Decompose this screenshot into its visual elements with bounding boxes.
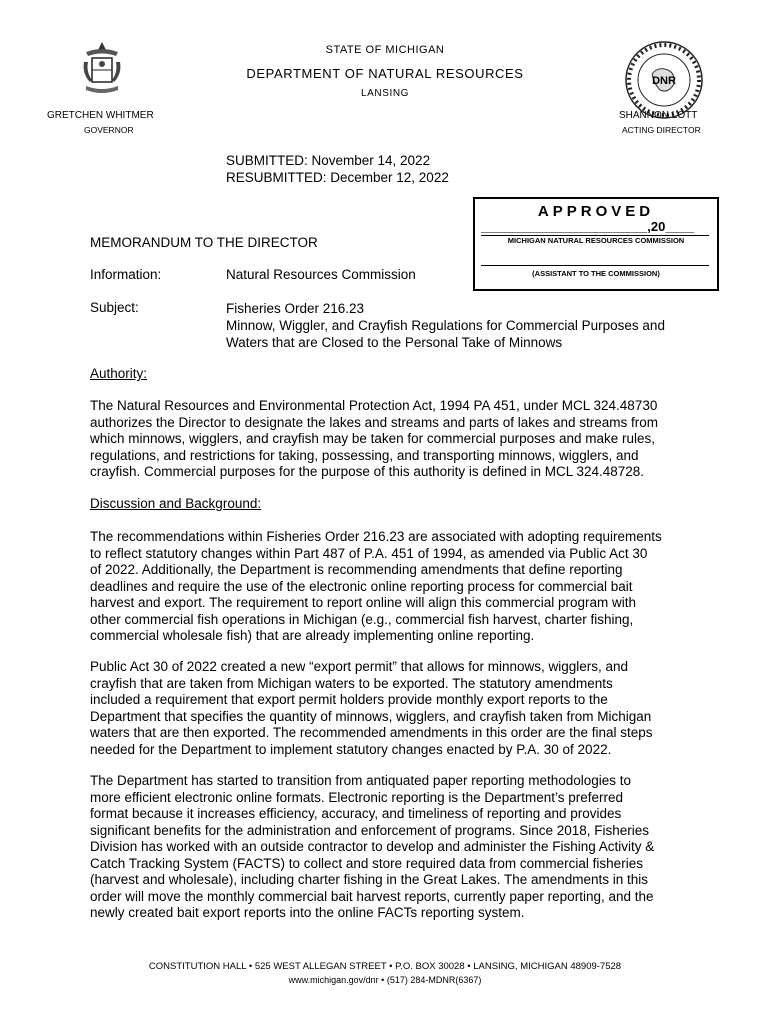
letterhead-department: DEPARTMENT OF NATURAL RESOURCES	[246, 66, 524, 81]
discussion-paragraph-3	[90, 773, 690, 922]
commission-label: MICHIGAN NATURAL RESOURCES COMMISSION	[507, 236, 685, 245]
subject-value	[226, 300, 696, 351]
information-label: Information:	[90, 267, 162, 282]
footer-address: CONSTITUTION HALL • 525 WEST ALLEGAN STREET • P.O. BOX 30028 • LANSING, MICHIGAN 48909-7528	[148, 961, 622, 972]
subject-line: Fisheries Order 216.23	[226, 301, 365, 316]
paragraph-line: The recommendations within Fisheries Order 216.23 are associated with adopting requirements	[90, 529, 662, 544]
authority-heading: Authority:	[90, 366, 148, 381]
paragraph-line: The Department has started to transition from antiquated paper reporting methodologies to	[90, 773, 632, 788]
paragraph-line: order will move the monthly commercial bait harvest reports, currently paper reporting, and the	[90, 888, 654, 904]
paragraph-line: significant benefits for the administration and enforcement of programs. Since 2018, Fisheries	[90, 822, 650, 838]
assistant-label: (ASSISTANT TO THE COMMISSION)	[532, 269, 660, 278]
director-name: SHANNON LOTT	[619, 110, 698, 121]
information-value: Natural Resources Commission	[226, 267, 416, 282]
footer-contact: www.michigan.gov/dnr • (517) 284-MDNR(6367)	[288, 975, 482, 985]
paragraph-line: to reflect statutory changes within Part 487 of P.A. 451 of 1994, as amended via Public Act 30	[90, 545, 648, 561]
paragraph-line: of 2022. Additionally, the Department is recommending amendments that define reporting	[90, 562, 623, 577]
paragraph-line: Public Act 30 of 2022 created a new “export permit” that allows for minnows, wigglers, and	[90, 659, 629, 674]
subject-line: Minnow, Wiggler, and Crayfish Regulations for Commercial Purposes and	[226, 318, 665, 333]
paragraph-line: commercial wholesale fish) that are already implementing online reporting.	[90, 628, 535, 643]
submitted-date: SUBMITTED: November 14, 2022	[226, 153, 431, 168]
assistant-signature-rule	[481, 265, 709, 266]
seal-text: DNR	[652, 75, 676, 87]
approval-box	[473, 197, 719, 291]
approved-heading: APPROVED	[537, 203, 655, 220]
paragraph-line: format because it increases efficiency, accuracy, and timeliness of reporting and provides	[90, 806, 622, 821]
memo-title: MEMORANDUM TO THE DIRECTOR	[90, 235, 318, 250]
discussion-heading: Discussion and Background:	[90, 496, 262, 511]
paragraph-line: Department that specifies the quantity of minnows, wigglers, and crayfish taken from Michigan	[90, 708, 652, 724]
discussion-paragraph-2	[90, 659, 690, 758]
paragraph-line: (harvest and wholesale), including charter fishing in the Great Lakes. The amendments in this	[90, 872, 649, 887]
resubmitted-date: RESUBMITTED: December 12, 2022	[226, 170, 449, 185]
director-title: ACTING DIRECTOR	[622, 125, 701, 135]
submission-dates	[226, 152, 449, 186]
paragraph-line: needed for the Department to implement statutory changes enacted by P.A. 30 of 2022.	[90, 741, 612, 757]
dnr-seal-icon	[624, 40, 704, 120]
governor-name: GRETCHEN WHITMER	[47, 110, 154, 121]
discussion-paragraph-1	[90, 529, 690, 645]
paragraph-line: harvest and export. The requirement to report online will align this commercial program with	[90, 595, 636, 610]
paragraph-line: Division has worked with an outside contractor to develop and administer the Fishing Activity &	[90, 839, 655, 854]
paragraph-line: authorizes the Director to designate the lakes and streams and parts of lakes and streams from	[90, 414, 659, 430]
michigan-coat-of-arms-icon	[80, 40, 124, 98]
subject-label: Subject:	[90, 300, 139, 315]
paragraph-line: deadlines and require the use of the electronic online reporting process for commercial bait	[90, 578, 633, 594]
paragraph-line: which minnows, wigglers, and crayfish may be taken for commercial purposes and make rules,	[90, 431, 655, 446]
approval-date-line: _______________________,20____	[481, 219, 695, 234]
letterhead-city: LANSING	[360, 88, 410, 99]
paragraph-line: other commercial fish operations in Michigan (e.g., commercial fish harvest, charter fishing,	[90, 611, 634, 627]
paragraph-line: included a requirement that export permit holders provide monthly export reports to the	[90, 692, 608, 707]
paragraph-line: newly created bait export reports into the online FACTs reporting system.	[90, 905, 525, 920]
subject-line: Waters that are Closed to the Personal Take of Minnows	[226, 335, 563, 350]
letterhead-state: STATE OF MICHIGAN	[325, 44, 445, 56]
paragraph-line: more efficient electronic online formats. Electronic reporting is the Department’s preferred	[90, 789, 623, 805]
paragraph-line: crayfish. Commercial purposes for the purpose of this authority is defined in MCL 324.48728.	[90, 464, 645, 479]
paragraph-line: regulations, and restrictions for taking, possessing, and transporting minnows, wigglers, and	[90, 447, 639, 463]
paragraph-line: crayfish that are taken from Michigan waters to be exported. The statutory amendments	[90, 675, 613, 691]
authority-paragraph	[90, 398, 690, 481]
paragraph-line: Catch Tracking System (FACTS) to collect and store required data from commercial fisheries	[90, 855, 643, 871]
governor-title: GOVERNOR	[84, 125, 134, 135]
paragraph-line: The Natural Resources and Environmental Protection Act, 1994 PA 451, under MCL 324.48730	[90, 398, 658, 413]
paragraph-line: waters that are then exported. The recommended amendments in this order are the final steps	[90, 725, 653, 740]
